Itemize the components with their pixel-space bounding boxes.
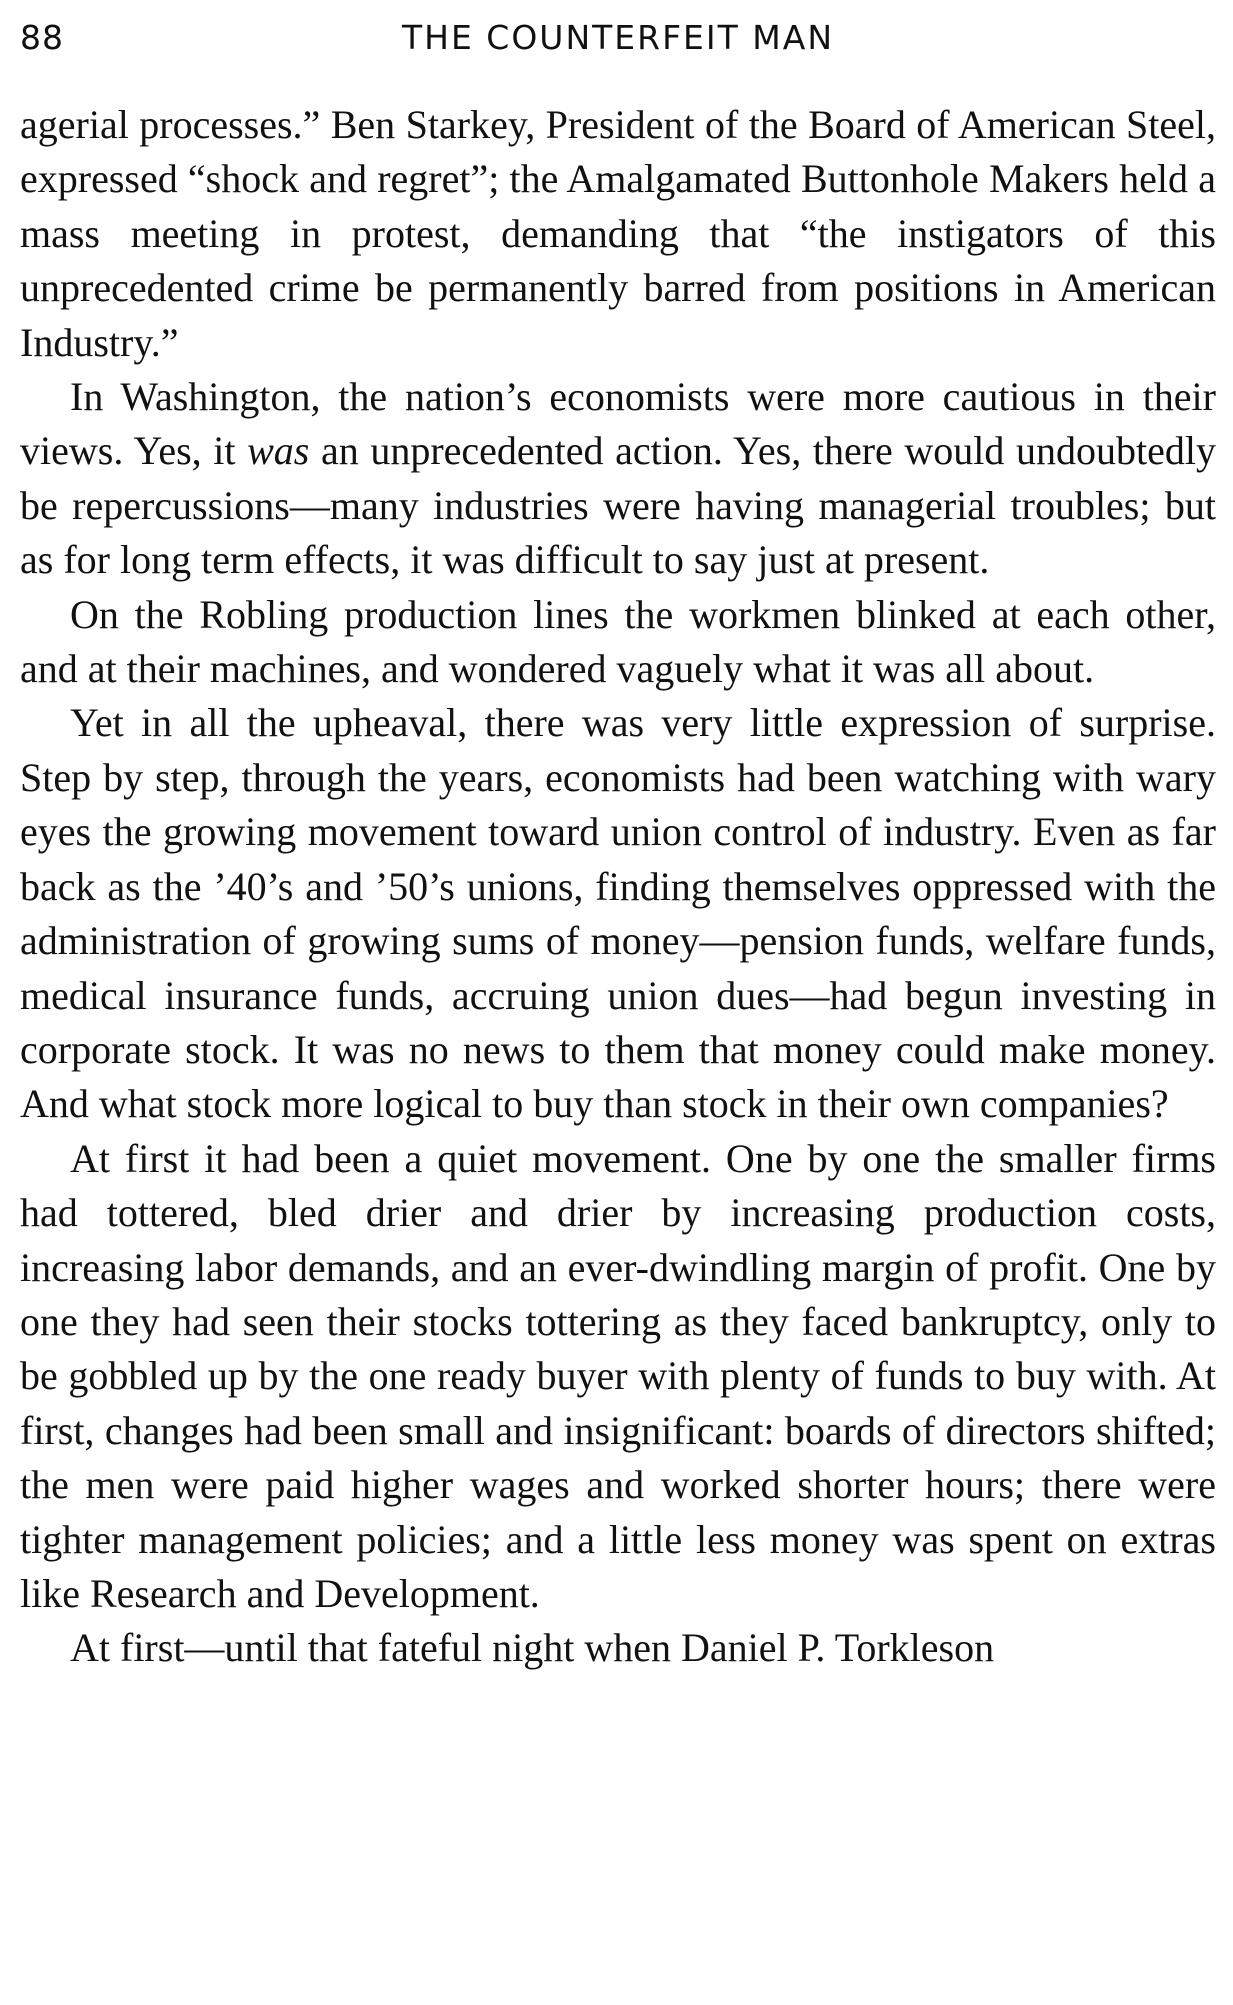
book-page (20, 14, 1216, 1676)
page-number: 88 (20, 18, 64, 57)
paragraph-3: On the Robling production lines the workmen blinked at each other, and at their machines, and wondered vaguely what it was all about. (20, 591, 1216, 692)
page-header (20, 14, 1216, 70)
body-text (20, 98, 1216, 1676)
paragraph-2-before: In Washington, the nation’s economists were more cautious in their views. Yes, it (20, 374, 1216, 474)
paragraph-6: At first—until that fateful night when Daniel P. Torkleson (70, 1625, 995, 1671)
paragraph-2-emphasis: was (247, 428, 310, 474)
running-title: THE COUNTERFEIT MAN (401, 18, 835, 57)
paragraph-1: agerial processes.” Ben Starkey, President of the Board of American Steel, expressed “shock and regret”; the Amalgamated Buttonhole Makers held a mass meeting in protest, demanding that “the instigators of this unprecedented crime be permanently barred from positions in American Industry.” (20, 102, 1216, 365)
paragraph-5: At first it had been a quiet movement. One by one the smaller firms had tottered, bled drier and drier by increasing production costs, increasing labor demands, and an ever-dwindling margin of profit. One by one they had seen their stocks tottering as they faced bankruptcy, only to be gobbled up by the one ready buyer with plenty of funds to buy with. At first, changes had been small and insignificant: boards of directors shifted; the men were paid higher wages and worked shorter hours; there were tighter management policies; and a little less money was spent on extras like Research and Development. (20, 1135, 1216, 1616)
paragraph-2-after: an unprecedented action. Yes, there would undoubtedly be repercussions—many industries were having managerial troubles; but as for long term effects, it was difficult to say just at present. (20, 428, 1216, 583)
paragraph-4: Yet in all the upheaval, there was very little expression of surprise. Step by step, through the years, economists had been watching with wary eyes the growing movement toward union control of industry. Even as far back as the ’40’s and ’50’s unions, finding themselves oppressed with the administration of growing sums of money—pension funds, welfare funds, medical insurance funds, accruing union dues—had begun investing in corporate stock. It was no news to them that money could make money. And what stock more logical to buy than stock in their own companies? (20, 700, 1216, 1127)
paragraph-2 (20, 370, 1216, 588)
